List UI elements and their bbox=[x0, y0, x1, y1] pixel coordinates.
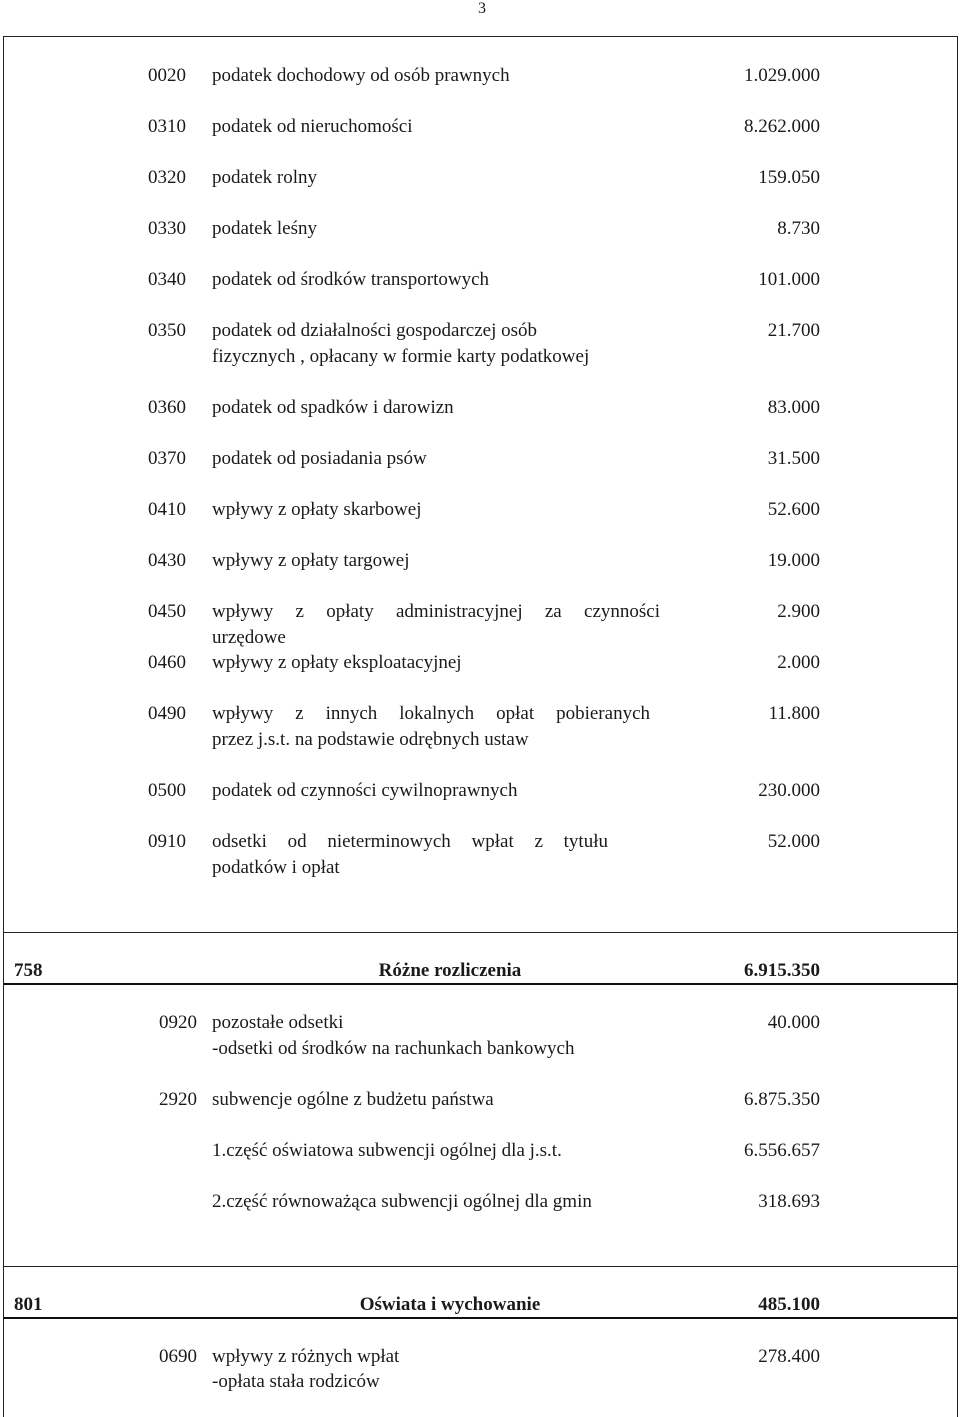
row-code: 0330 bbox=[148, 218, 186, 239]
row-amount: 101.000 bbox=[758, 269, 820, 290]
row-description-cont: podatków i opłat bbox=[212, 857, 340, 878]
row-description: podatek od środków transportowych bbox=[212, 269, 490, 290]
row-description: odsetki od nieterminowych wpłat z tytułu bbox=[212, 831, 608, 852]
row-code: 0310 bbox=[148, 116, 186, 137]
row-description: 2.część równoważąca subwencji ogólnej dla gmin bbox=[212, 1191, 592, 1212]
row-code: 0910 bbox=[148, 831, 186, 852]
row-amount: 159.050 bbox=[758, 167, 820, 188]
row-description: podatek od czynności cywilnoprawnych bbox=[212, 780, 518, 801]
row-code: 0460 bbox=[148, 652, 186, 673]
section-number: 801 bbox=[14, 1294, 43, 1315]
section-underline bbox=[3, 1317, 958, 1319]
row-description: wpływy z różnych wpłat bbox=[212, 1346, 400, 1367]
row-amount: 11.800 bbox=[768, 703, 820, 724]
section-amount: 6.915.350 bbox=[744, 960, 820, 981]
row-description-cont: -opłata stała rodziców bbox=[212, 1371, 380, 1392]
row-code: 0370 bbox=[148, 448, 186, 469]
row-amount: 1.029.000 bbox=[744, 65, 820, 86]
row-amount: 21.700 bbox=[767, 320, 820, 341]
row-description: podatek od nieruchomości bbox=[212, 116, 413, 137]
row-code: 0450 bbox=[148, 601, 186, 622]
page-number: 3 bbox=[478, 0, 486, 17]
row-amount: 8.730 bbox=[777, 218, 820, 239]
row-description: podatek leśny bbox=[212, 218, 318, 239]
row-code: 0920 bbox=[159, 1012, 197, 1033]
section-amount: 485.100 bbox=[758, 1294, 820, 1315]
row-description: podatek od spadków i darowizn bbox=[212, 397, 454, 418]
row-code: 0340 bbox=[148, 269, 186, 290]
row-amount: 278.400 bbox=[758, 1346, 820, 1367]
section-number: 758 bbox=[14, 960, 43, 981]
section-title: Różne rozliczenia bbox=[378, 960, 522, 981]
row-amount: 2.900 bbox=[777, 601, 820, 622]
row-description: wpływy z opłaty targowej bbox=[212, 550, 410, 571]
row-description: pozostałe odsetki bbox=[212, 1012, 344, 1033]
row-code: 0020 bbox=[148, 65, 186, 86]
row-amount: 318.693 bbox=[758, 1191, 820, 1212]
row-code: 0490 bbox=[148, 703, 186, 724]
row-description: wpływy z opłaty skarbowej bbox=[212, 499, 422, 520]
row-code: 0500 bbox=[148, 780, 186, 801]
row-code: 0360 bbox=[148, 397, 186, 418]
row-code: 2920 bbox=[159, 1089, 197, 1110]
section-title: Oświata i wychowanie bbox=[359, 1294, 541, 1315]
row-code: 0410 bbox=[148, 499, 186, 520]
row-amount: 6.875.350 bbox=[744, 1089, 820, 1110]
row-description: subwencje ogólne z budżetu państwa bbox=[212, 1089, 494, 1110]
row-description-cont: przez j.s.t. na podstawie odrębnych ustaw bbox=[212, 729, 529, 750]
row-description: podatek rolny bbox=[212, 167, 318, 188]
row-description-cont: urzędowe bbox=[212, 627, 286, 648]
row-amount: 8.262.000 bbox=[744, 116, 820, 137]
section-divider bbox=[3, 932, 958, 933]
row-amount: 52.600 bbox=[767, 499, 820, 520]
row-description-cont: fizycznych , opłacany w formie karty podatkowej bbox=[212, 346, 590, 367]
row-code: 0350 bbox=[148, 320, 186, 341]
section-divider bbox=[3, 1266, 958, 1267]
row-description: podatek od posiadania psów bbox=[212, 448, 427, 469]
row-description: wpływy z opłaty eksploatacyjnej bbox=[212, 652, 462, 673]
row-amount: 230.000 bbox=[758, 780, 820, 801]
row-description: podatek od działalności gospodarczej osób bbox=[212, 320, 538, 341]
row-code: 0430 bbox=[148, 550, 186, 571]
row-amount: 2.000 bbox=[777, 652, 820, 673]
row-code: 0320 bbox=[148, 167, 186, 188]
row-amount: 6.556.657 bbox=[744, 1140, 820, 1161]
row-description: wpływy z innych lokalnych opłat pobieranych bbox=[212, 703, 650, 724]
row-description: podatek dochodowy od osób prawnych bbox=[212, 65, 510, 86]
row-amount: 83.000 bbox=[767, 397, 820, 418]
row-description-cont: -odsetki od środków na rachunkach bankowych bbox=[212, 1038, 575, 1059]
row-amount: 31.500 bbox=[767, 448, 820, 469]
row-code: 0690 bbox=[159, 1346, 197, 1367]
row-amount: 52.000 bbox=[767, 831, 820, 852]
row-amount: 19.000 bbox=[767, 550, 820, 571]
row-description: 1.część oświatowa subwencji ogólnej dla j.s.t. bbox=[212, 1140, 562, 1161]
row-amount: 40.000 bbox=[767, 1012, 820, 1033]
section-underline bbox=[3, 983, 958, 985]
row-description: wpływy z opłaty administracyjnej za czynności bbox=[212, 601, 660, 622]
